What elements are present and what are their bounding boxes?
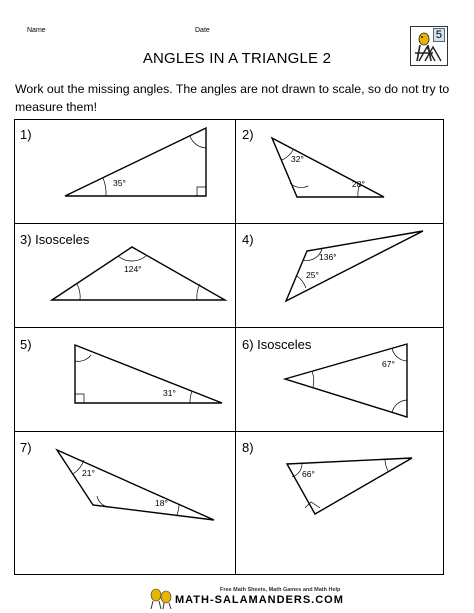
problem-2-angle-1: 32°: [291, 154, 304, 164]
triangle-1-angle-arc: [103, 178, 106, 196]
triangle-3-arc-right: [197, 284, 200, 300]
triangle-1: [65, 128, 206, 196]
problem-1-angle-1: 35°: [113, 178, 126, 188]
footer-salamander-icon: [148, 588, 174, 610]
problem-2-angle-2: 28°: [352, 179, 365, 189]
problem-7-angle-1: 21°: [82, 468, 95, 478]
problem-6-label: 6) Isosceles: [242, 337, 312, 352]
grade-badge: 5: [433, 28, 445, 42]
problem-3-angle-1: 124°: [124, 264, 142, 274]
footer-brand: MATH-SALAMANDERS.COM: [175, 594, 344, 606]
page-title: ANGLES IN A TRIANGLE 2: [142, 50, 332, 67]
triangle-5-arc-right: [190, 391, 192, 403]
footer-tagline: Free Math Sheets, Math Games and Math Help: [220, 587, 341, 593]
triangle-5-arc-top: [75, 355, 91, 361]
triangle-5: [75, 345, 222, 403]
problem-4-angle-2: 25°: [306, 270, 319, 280]
problem-5-label: 5): [20, 337, 32, 352]
triangle-6-arc-left: [312, 371, 314, 387]
triangle-3-arc-left: [77, 284, 80, 300]
name-label: Name: [27, 27, 46, 34]
instructions-text: Work out the missing angles. The angles are not drawn to scale, so do not try to measure them!: [15, 82, 450, 114]
triangle-6: [285, 344, 407, 417]
problem-7-angle-2: 18°: [155, 498, 168, 508]
problem-1-label: 1): [20, 127, 32, 142]
triangle-8: [287, 458, 412, 514]
problem-4-angle-1: 136°: [319, 252, 337, 262]
problem-4-label: 4): [242, 232, 254, 247]
triangle-5-right-angle-mark: [75, 394, 84, 403]
triangle-8-arc-right: [385, 460, 388, 471]
triangle-1-arc-top: [190, 136, 206, 148]
problem-7-label: 7): [20, 440, 32, 455]
triangle-4: [286, 231, 423, 301]
date-label: Date: [195, 27, 210, 34]
triangle-7-arc-right: [177, 505, 179, 515]
problem-8-angle-1: 66°: [302, 469, 315, 479]
triangle-6-arc-bottom: [392, 400, 407, 413]
problem-3-label: 3) Isosceles: [20, 232, 90, 247]
problem-2-label: 2): [242, 127, 254, 142]
triangle-2: [272, 138, 384, 197]
problem-5-angle-1: 31°: [163, 388, 176, 398]
triangle-4-arc-left: [297, 276, 306, 288]
triangle-8-right-angle-mark: [305, 502, 320, 508]
problem-6-angle-1: 67°: [382, 359, 395, 369]
triangle-1-right-angle-mark: [197, 187, 206, 196]
problem-8-label: 8): [242, 440, 254, 455]
triangle-3-arc-top: [118, 256, 146, 261]
triangle-7: [57, 450, 214, 520]
